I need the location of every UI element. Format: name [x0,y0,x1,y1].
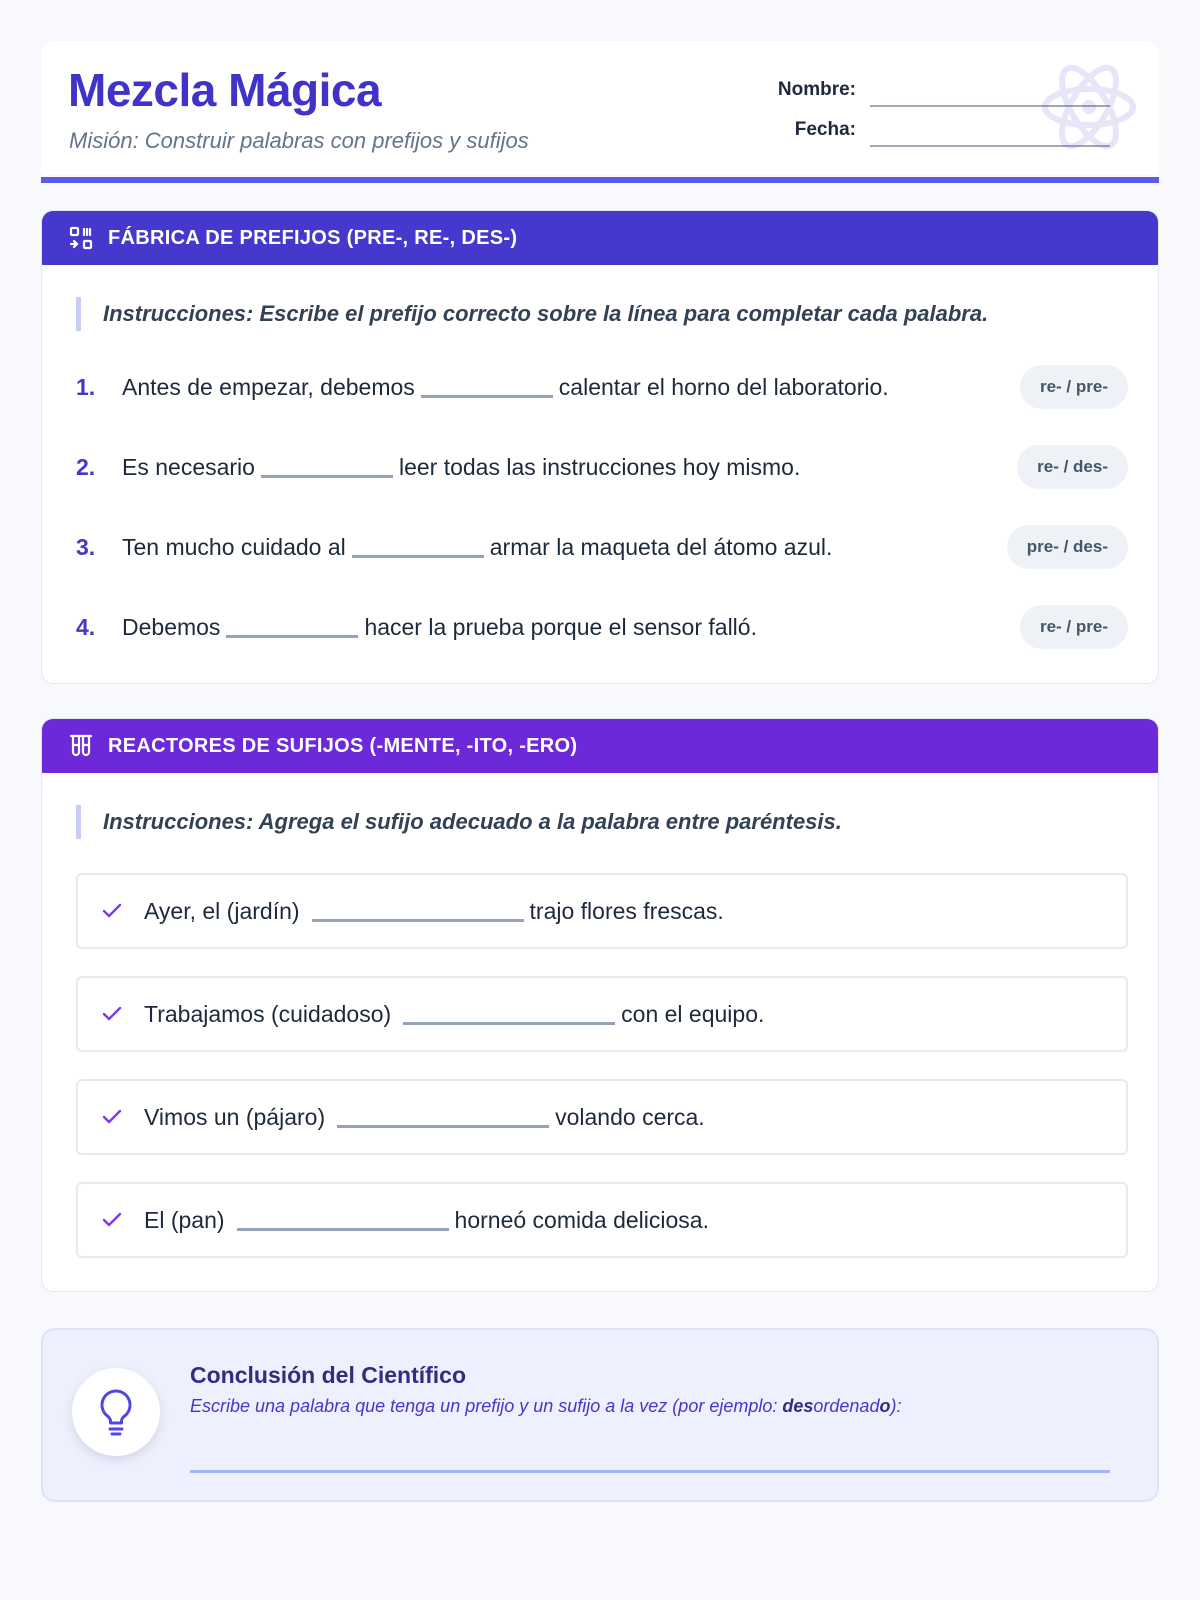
item-text-after: volando cerca. [555,1103,705,1130]
item-text-after: trajo flores frescas. [529,897,724,924]
item-text-before: Trabajamos (cuidadoso) [144,1000,392,1027]
prefix-hint-pill: pre- / des- [1007,525,1128,569]
conclusion-instructions [190,1396,901,1417]
suffix-item [76,1079,1128,1155]
lightbulb-icon [72,1368,160,1456]
test-tubes-icon [68,733,94,759]
item-number: 2. [76,453,96,480]
item-text-after: calentar el horno del laboratorio. [558,373,889,400]
suffix-instructions: Instrucciones: Agrega el sufijo adecuado a la palabra entre paréntesis. [76,805,842,839]
transform-icon [68,225,94,251]
page-subtitle: Misión: Construir palabras con prefijos y sufijos [69,128,529,153]
prefix-hint-pill: re- / pre- [1020,605,1128,649]
item-text-after: armar la maqueta del átomo azul. [489,533,833,560]
date-label: Fecha: [794,119,856,140]
item-text-after: hacer la prueba porque el sensor falló. [364,613,757,640]
suffix-section-title: REACTORES DE SUFIJOS (-MENTE, -ITO, -ERO) [108,734,578,757]
check-icon [100,1002,124,1026]
prefix-item [76,523,1128,571]
prefix-section-header [42,211,1158,265]
example-root: ordenad [813,1396,880,1416]
answer-blank[interactable] [261,475,393,478]
prefix-item [76,443,1128,491]
conclusion-answer-line[interactable] [190,1470,1110,1473]
item-number: 4. [76,613,96,640]
item-text-after: leer todas las instrucciones hoy mismo. [398,453,801,480]
name-label: Nombre: [777,79,856,100]
item-text-before: Ten mucho cuidado al [122,533,346,560]
item-text-after: horneó comida deliciosa. [454,1206,709,1233]
conclusion-text-after: ): [890,1396,902,1416]
answer-blank[interactable] [312,919,524,922]
item-text-before: Vimos un (pájaro) [144,1103,326,1130]
header-divider [41,177,1159,183]
atom-icon [1039,57,1139,157]
check-icon [100,1105,124,1129]
item-text-before: Ayer, el (jardín) [144,897,300,924]
conclusion-title: Conclusión del Científico [190,1362,467,1388]
answer-blank[interactable] [421,395,553,398]
item-number: 3. [76,533,96,560]
suffix-section [41,718,1159,1292]
prefix-instructions: Instrucciones: Escribe el prefijo correcto sobre la línea para completar cada palabra. [76,297,988,331]
item-text-before: Antes de empezar, debemos [122,373,415,400]
suffix-item [76,1182,1128,1258]
item-text-after: con el equipo. [621,1000,765,1027]
answer-blank[interactable] [337,1125,549,1128]
suffix-item [76,976,1128,1052]
prefix-section [41,210,1159,684]
answer-blank[interactable] [352,555,484,558]
answer-blank[interactable] [237,1228,449,1231]
check-icon [100,899,124,923]
prefix-item [76,603,1128,651]
worksheet-header [41,41,1159,175]
prefix-hint-pill: re- / des- [1017,445,1128,489]
prefix-section-title: FÁBRICA DE PREFIJOS (PRE-, RE-, DES-) [108,226,518,249]
item-text-before: El (pan) [144,1206,225,1233]
answer-blank[interactable] [403,1022,615,1025]
prefix-item [76,363,1128,411]
example-suffix: o [879,1396,891,1416]
suffix-section-header [42,719,1158,773]
check-icon [100,1208,124,1232]
page-title: Mezcla Mágica [68,64,382,116]
suffix-item [76,873,1128,949]
prefix-hint-pill: re- / pre- [1020,365,1128,409]
item-number: 1. [76,373,96,400]
item-text-before: Debemos [122,613,221,640]
conclusion-text-before: Escribe una palabra que tenga un prefijo y un sufijo a la vez (por ejemplo: [190,1396,783,1416]
example-prefix: des [782,1396,814,1416]
conclusion-box [41,1328,1159,1502]
answer-blank[interactable] [226,635,358,638]
item-text-before: Es necesario [122,453,255,480]
